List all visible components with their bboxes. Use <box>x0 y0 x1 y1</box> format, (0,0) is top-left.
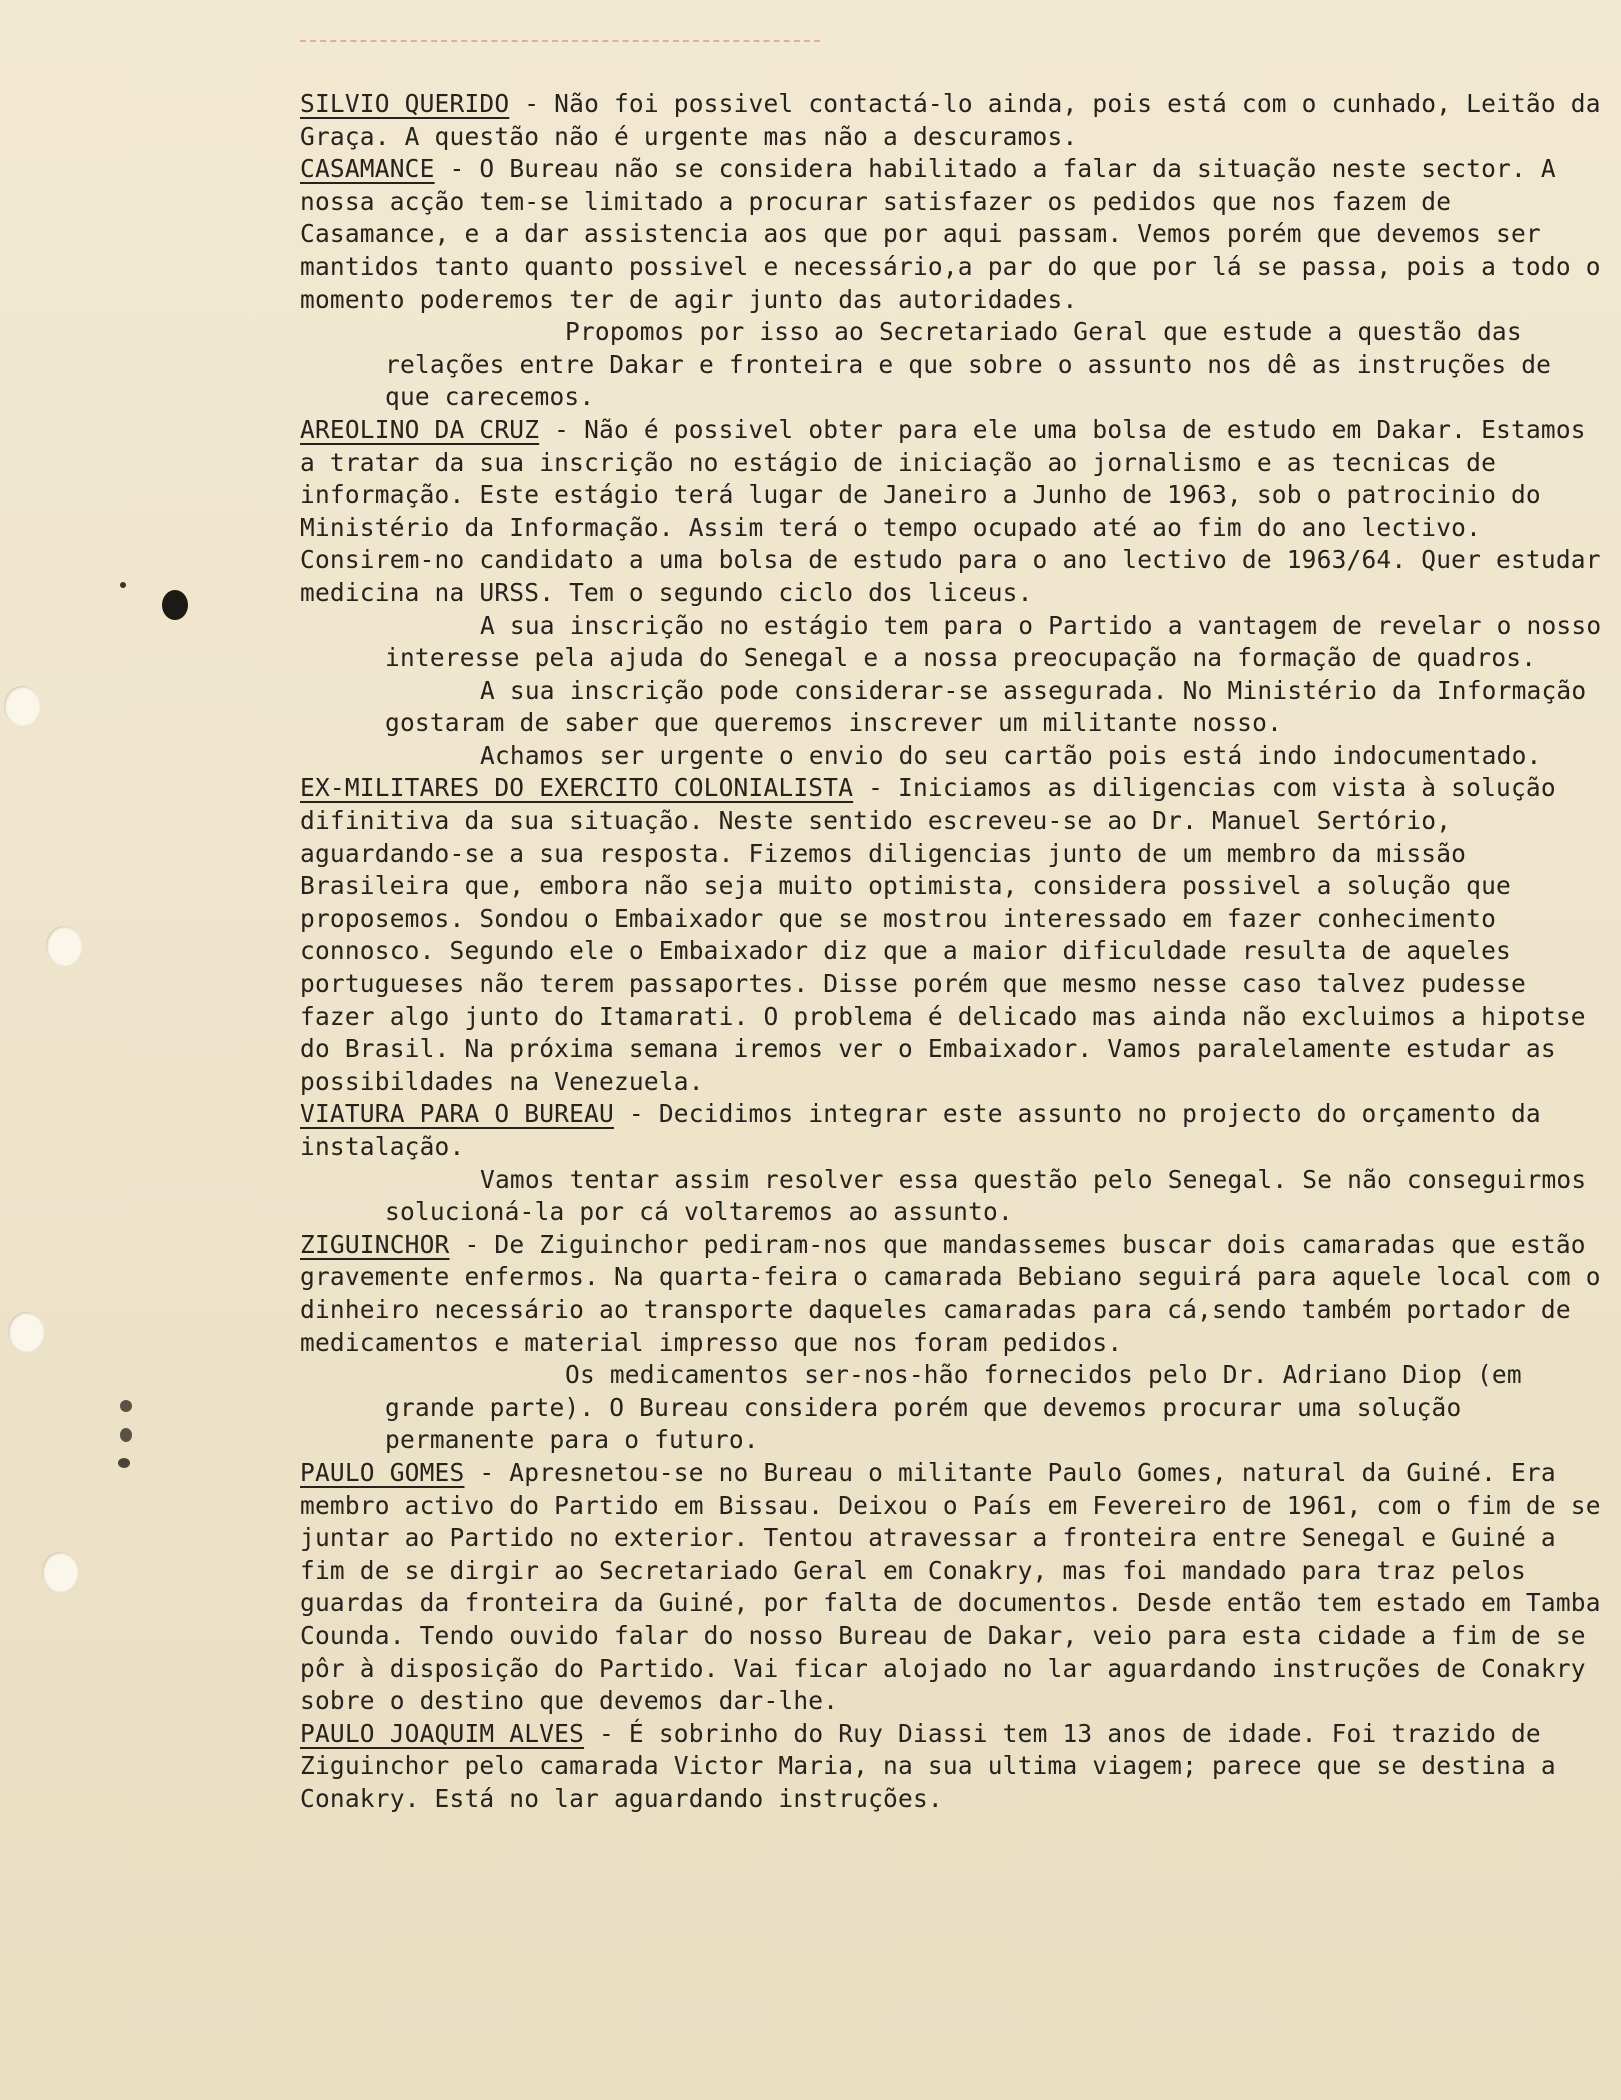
entry-paulo-gomes <box>300 1457 1610 1718</box>
entry-paulo-joaquim-alves <box>300 1718 1610 1816</box>
ink-spot <box>120 582 126 588</box>
entry-heading: CASAMANCE <box>300 154 435 184</box>
entry-text: Propomos por isso ao Secretariado Geral que estude a questão das relações entre Dakar e fronteira e que sobre o assunto nos dê as instruções de que carecemos. <box>385 317 1552 412</box>
ink-spot <box>162 590 188 620</box>
entry-heading: VIATURA PARA O BUREAU <box>300 1099 614 1129</box>
entry-text: Os medicamentos ser-nos-hão fornecidos pelo Dr. Adriano Diop (em grande parte). O Bureau considera porém que devemos procurar uma solução permanente para o futuro. <box>385 1360 1522 1455</box>
memo-body <box>300 88 1610 1815</box>
punch-hole <box>42 1552 78 1592</box>
entry-viatura-para-o-bureau <box>300 1098 1610 1228</box>
entry-heading: ZIGUINCHOR <box>300 1229 450 1259</box>
entry-heading: AREOLINO DA CRUZ <box>300 414 540 444</box>
punch-hole <box>8 1312 44 1352</box>
entry-text: - Não foi possivel contactá-lo ainda, pois está com o cunhado, Leitão da Graça. A questão não é urgente mas não a descuramos. <box>300 89 1601 151</box>
entry-text: - É sobrinho do Ruy Diassi tem 13 anos de idade. Foi trazido de Ziguinchor pelo camarada Victor Maria, na sua ultima viagem; parece que se destina a Conakry. Está no lar aguardando instruções. <box>300 1718 1556 1813</box>
entry-text: A sua inscrição no estágio tem para o Partido a vantagem de revelar o nosso interesse pela ajuda do Senegal e a nossa preocupação na formação de quadros. <box>385 610 1602 673</box>
entry-text: Achamos ser urgente o envio do seu cartão pois está indo indocumentado. <box>480 740 1542 770</box>
entry-text: - O Bureau não se considera habilitado a falar da situação neste sector. A nossa acção tem-se limitado a procurar satisfazer os pedidos que nos fazem de Casamance, e a dar assistencia aos que por aqui passam. Vemos porém que devemos ser mantidos tanto quanto possivel e necessário,a par do que por lá se passa, pois a todo o momento poderemos ter de agir junto das autoridades. <box>300 154 1601 314</box>
entry-ziguinchor <box>300 1229 1610 1457</box>
ink-spot <box>118 1458 130 1468</box>
entry-text: - Não é possivel obter para ele uma bolsa de estudo em Dakar. Estamos a tratar da sua inscrição no estágio de iniciação ao jornalismo e as tecnicas de informação. Este estágio terá lugar de Janeiro a Junho de 1963, sob o patrocinio do Ministério da Informação. Assim terá o tempo ocupado até ao fim do ano lectivo. Consirem-no candidato a uma bolsa de estudo para o ano lectivo de 1963/64. Quer estudar medicina na URSS. Tem o segundo ciclo dos liceus. <box>300 414 1601 607</box>
entry-text: A sua inscrição pode considerar-se assegurada. No Ministério da Informação gostaram de saber que queremos inscrever um militante nosso. <box>385 675 1587 738</box>
entry-heading: PAULO JOAQUIM ALVES <box>300 1718 585 1748</box>
entry-text: Vamos tentar assim resolver essa questão pelo Senegal. Se não conseguirmos solucioná-la por cá voltaremos ao assunto. <box>385 1164 1587 1227</box>
ink-spot <box>120 1428 132 1442</box>
entry-text: - Decidimos integrar este assunto no projecto do orçamento da instalação. <box>300 1099 1541 1161</box>
punch-hole <box>4 686 40 726</box>
entry-silvio-querido <box>300 88 1610 153</box>
entry-text: - Iniciamos as diligencias com vista à solução difinitiva da sua situação. Neste sentido escreveu-se ao Dr. Manuel Sertório, aguardando-se a sua resposta. Fizemos diligencias junto de um membro da missão Brasileira que, embora não seja muito optimista, considera possivel a solução que proposemos. Sondou o Embaixador que se mostrou interessado em fazer conhecimento connosco. Segundo ele o Embaixador diz que a maior dificuldade resulta de aqueles portugueses não terem passaportes. Disse porém que mesmo nesse caso talvez pudesse fazer algo junto do Itamarati. O problema é delicado mas ainda não excluimos a hipotse do Brasil. Na próxima semana iremos ver o Embaixador. Vamos paralelamente estudar as possibildades na Venezuela. <box>300 773 1586 1096</box>
entry-ex-militares <box>300 772 1610 1098</box>
entry-heading: SILVIO QUERIDO <box>300 89 510 118</box>
ink-spot <box>120 1400 132 1412</box>
faded-header-mark <box>300 40 820 54</box>
entry-text: - Apresnetou-se no Bureau o militante Paulo Gomes, natural da Guiné. Era membro activo do Partido em Bissau. Deixou o País em Fevereiro de 1961, com o fim de se juntar ao Partido no exterior. Tentou atravessar a fronteira entre Senegal e Guiné a fim de se dirgir ao Secretariado Geral em Conakry, mas foi mandado para traz pelos guardas da fronteira da Guiné, por falta de documentos. Desde então tem estado em Tamba Counda. Tendo ouvido falar do nosso Bureau de Dakar, veio para esta cidade a fim de se pôr à disposição do Partido. Vai ficar alojado no lar aguardando instruções de Conakry sobre o destino que devemos dar-lhe. <box>300 1457 1601 1716</box>
punch-hole <box>46 926 82 966</box>
entry-areolino-da-cruz <box>300 414 1610 773</box>
entry-heading: EX-MILITARES DO EXERCITO COLONIALISTA <box>300 773 854 803</box>
entry-casamance <box>300 153 1610 414</box>
entry-text: - De Ziguinchor pediram-nos que mandassemes buscar dois camaradas que estão gravemente enfermos. Na quarta-feira o camarada Bebiano seguirá para aquele local com o dinheiro necessário ao transporte daqueles camaradas para cá,sendo também portador de medicamentos e material impresso que nos foram pedidos. <box>300 1229 1601 1357</box>
entry-heading: PAULO GOMES <box>300 1457 465 1487</box>
